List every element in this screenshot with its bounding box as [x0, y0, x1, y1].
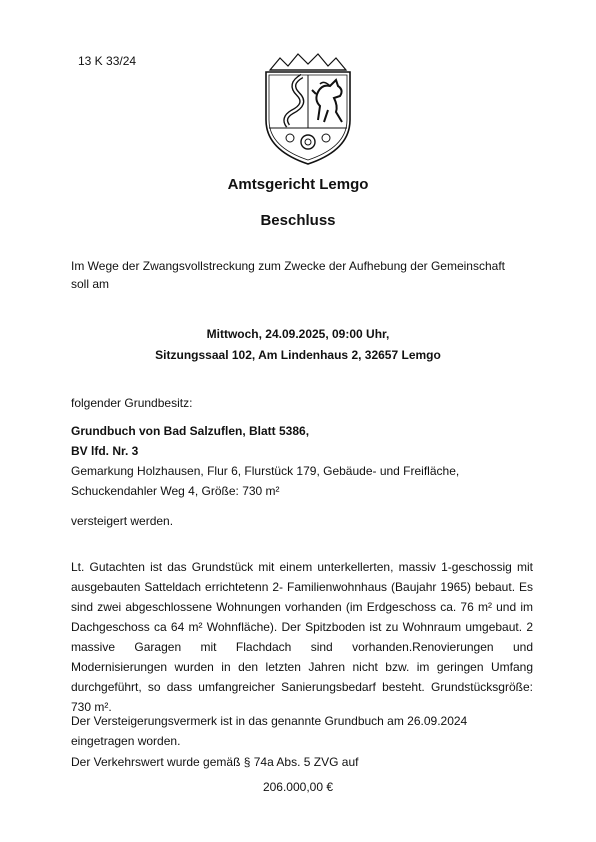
- property-label: folgender Grundbesitz:: [71, 396, 193, 410]
- appraisal-paragraph: Lt. Gutachten ist das Grundstück mit einem unterkellerten, massiv 1-geschossig mit ausgebauten Satteldach errichtetenn 2- Familienwohnhaus (Baujahr 1965) bebaut. Es sind zwei abgeschlossene Wohnungen vorhanden (im Erdgeschoss ca. 76 m² und im Dachgeschoss ca 64 m² Wohnfläche). Der Spitzboden ist zu Wohnraum umgebaut. 2 massive Garagen mit Flachdach sind vorhanden.Renovierungen und Modernisierungen wurden in den letzten Jahren nicht bzw. im geringen Umfang durchgeführt, so dass umfangreicher Sanierungsbedarf besteht. Grundstücksgröße: 730 m².: [71, 560, 533, 714]
- property-address: Schuckendahler Weg 4, Größe: 730 m²: [71, 484, 280, 498]
- property-details: [71, 421, 541, 501]
- intro-line: Im Wege der Zwangsvollstreckung zum Zwecke der Aufhebung der Gemeinschaft: [71, 259, 505, 273]
- document-type-title: Beschluss: [260, 212, 336, 229]
- intro-line: soll am: [71, 277, 110, 291]
- market-value-amount: 206.000,00 €: [262, 780, 334, 794]
- market-value-label: Der Verkehrswert wurde gemäß § 74a Abs. 5 ZVG auf: [71, 755, 359, 769]
- bv-number: BV lfd. Nr. 3: [71, 444, 139, 458]
- versteigert-text: versteigert werden.: [71, 514, 174, 528]
- intro-paragraph: [71, 257, 541, 293]
- auction-date-block: [0, 324, 596, 366]
- registration-line: eingetragen worden.: [71, 734, 181, 748]
- grundbuch-entry: Grundbuch von Bad Salzuflen, Blatt 5386,: [71, 424, 310, 438]
- gemarkung-line: Gemarkung Holzhausen, Flur 6, Flurstück 179, Gebäude- und Freifläche,: [71, 464, 460, 478]
- auction-location: Sitzungssaal 102, Am Lindenhaus 2, 32657 Lemgo: [155, 348, 441, 362]
- registration-line: Der Versteigerungsvermerk ist in das genannte Grundbuch am 26.09.2024: [71, 714, 468, 728]
- court-name: Amtsgericht Lemgo: [227, 176, 369, 193]
- registration-note: [71, 711, 533, 751]
- auction-datetime: Mittwoch, 24.09.2025, 09:00 Uhr,: [206, 327, 390, 341]
- nrw-coat-of-arms-icon: [258, 50, 358, 168]
- file-number: 13 K 33/24: [78, 54, 137, 68]
